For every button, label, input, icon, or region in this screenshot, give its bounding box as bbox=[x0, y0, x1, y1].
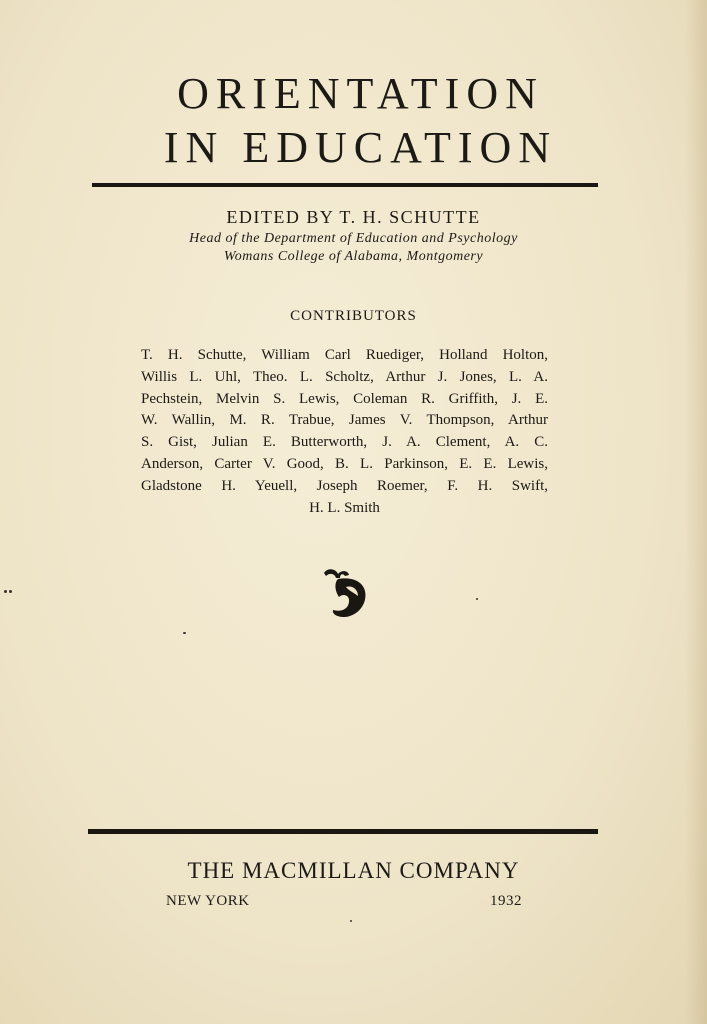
paper-speck bbox=[183, 632, 186, 634]
contributors-heading: CONTRIBUTORS bbox=[290, 308, 417, 324]
macmillan-device-icon bbox=[318, 565, 370, 621]
publisher-place: NEW YORK bbox=[166, 893, 250, 909]
paper-speck bbox=[476, 598, 478, 600]
contributors-line: Pechstein, Melvin S. Lewis, Coleman R. Griffith, J. E. bbox=[141, 390, 548, 407]
contributors-line: Anderson, Carter V. Good, B. L. Parkinson, E. E. Lewis, bbox=[141, 455, 548, 472]
paper-speck bbox=[350, 920, 352, 922]
top-rule bbox=[92, 183, 598, 187]
edited-by: EDITED BY T. H. SCHUTTE bbox=[226, 207, 481, 227]
bottom-rule bbox=[88, 829, 598, 834]
contributors-line: H. L. Smith bbox=[309, 499, 380, 516]
contributors-line: S. Gist, Julian E. Butterworth, J. A. Clement, A. C. bbox=[141, 434, 548, 451]
editor-affiliation-line-2: Womans College of Alabama, Montgomery bbox=[223, 249, 484, 264]
publication-year: 1932 bbox=[490, 893, 522, 909]
contributors-line: Gladstone H. Yeuell, Joseph Roemer, F. H. Swift, bbox=[141, 477, 548, 494]
contributors-line: W. Wallin, M. R. Trabue, James V. Thompson, Arthur bbox=[141, 412, 548, 429]
publisher-name: THE MACMILLAN COMPANY bbox=[187, 858, 520, 883]
title-line-2: IN EDUCATION bbox=[163, 123, 558, 172]
contributors-list bbox=[141, 345, 548, 519]
contributors-line: Willis L. Uhl, Theo. L. Scholtz, Arthur J. Jones, L. A. bbox=[141, 368, 548, 385]
editor-affiliation-line-1: Head of the Department of Education and Psychology bbox=[189, 231, 518, 246]
contributors-line: T. H. Schutte, William Carl Ruediger, Holland Holton, bbox=[141, 347, 548, 363]
paper-speck bbox=[9, 590, 12, 593]
title-line-1: ORIENTATION bbox=[177, 69, 544, 118]
paper-speck bbox=[4, 590, 7, 593]
